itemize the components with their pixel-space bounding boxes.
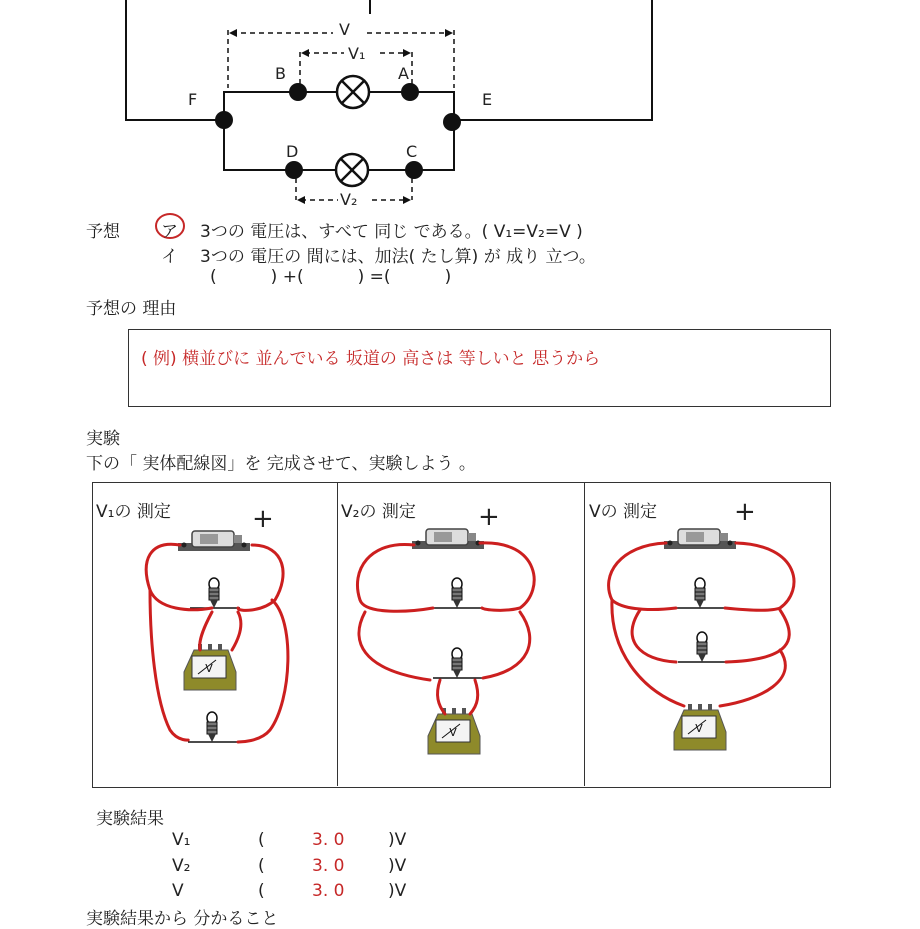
result-row-v1-close: )V bbox=[388, 830, 407, 850]
panel-v1-battery bbox=[178, 531, 250, 551]
panel-v2-title: V₂の 測定 bbox=[341, 502, 416, 522]
result-row-v2-value: 3. 0 bbox=[312, 856, 345, 876]
panel-v-plus: + bbox=[734, 497, 756, 527]
panel-v1-bulb-upper bbox=[190, 578, 240, 608]
option-a-text: 3つの 電圧は、すべて 同じ である。( V₁=V₂=V ) bbox=[200, 222, 583, 242]
panel-v1-plus: + bbox=[252, 504, 274, 534]
node-b-label: B bbox=[275, 64, 286, 83]
result-row-v-value: 3. 0 bbox=[312, 881, 345, 901]
prediction-heading: 予想 bbox=[86, 222, 120, 242]
panel-v1-bulb-lower bbox=[188, 712, 238, 742]
panel-v-bulb-upper bbox=[676, 578, 726, 608]
results-heading: 実験結果 bbox=[96, 809, 164, 829]
conclusion-heading: 実験結果から 分かること bbox=[86, 909, 279, 929]
panel-v-voltmeter bbox=[674, 704, 726, 750]
panel-v2-voltmeter bbox=[428, 708, 480, 754]
option-b-mark: イ bbox=[161, 247, 178, 267]
result-row-v1-value: 3. 0 bbox=[312, 830, 345, 850]
result-row-v-open: ( bbox=[258, 881, 265, 901]
result-row-v2-close: )V bbox=[388, 856, 407, 876]
reason-heading: 予想の 理由 bbox=[86, 299, 177, 319]
voltage-v2-label: V₂ bbox=[340, 190, 358, 209]
option-b-text: 3つの 電圧の 間には、加法( たし算) が 成り 立つ。 bbox=[200, 247, 596, 267]
reason-answer-text: ( 例) 横並びに 並んでいる 坂道の 高さは 等しいと 思うから bbox=[141, 349, 601, 369]
addition-formula: ( ) +( ) =( ) bbox=[210, 267, 452, 287]
panel-v2-plus: + bbox=[478, 502, 500, 532]
node-f-label: F bbox=[188, 90, 198, 109]
wiring-drawings: V bbox=[0, 0, 920, 920]
result-row-v-label: V bbox=[172, 881, 184, 901]
result-row-v1-label: V₁ bbox=[172, 830, 191, 850]
panel-v1-voltmeter bbox=[184, 644, 236, 690]
panel-v2-bulb-upper bbox=[433, 578, 483, 608]
node-c-label: C bbox=[406, 142, 418, 161]
result-row-v2-open: ( bbox=[258, 856, 265, 876]
result-row-v2-label: V₂ bbox=[172, 856, 191, 876]
panel-v2-battery bbox=[412, 529, 484, 549]
option-a-mark: ア bbox=[161, 222, 178, 242]
result-row-v-close: )V bbox=[388, 881, 407, 901]
voltage-v1-label: V₁ bbox=[348, 44, 366, 63]
node-e-label: E bbox=[482, 90, 493, 109]
panel-v-bulb-lower bbox=[678, 632, 728, 662]
panel-v1-title: V₁の 測定 bbox=[96, 502, 171, 522]
voltage-v-label: V bbox=[339, 20, 350, 39]
node-a-label: A bbox=[398, 64, 409, 83]
node-d-label: D bbox=[286, 142, 299, 161]
experiment-instruction: 下の「 実体配線図」を 完成させて、実験しよう 。 bbox=[86, 454, 476, 474]
experiment-heading: 実験 bbox=[86, 429, 120, 449]
panel-v-title: Vの 測定 bbox=[589, 502, 658, 522]
panel-v-battery bbox=[664, 529, 736, 549]
result-row-v1-open: ( bbox=[258, 830, 265, 850]
panel-v2-bulb-lower bbox=[433, 648, 483, 678]
